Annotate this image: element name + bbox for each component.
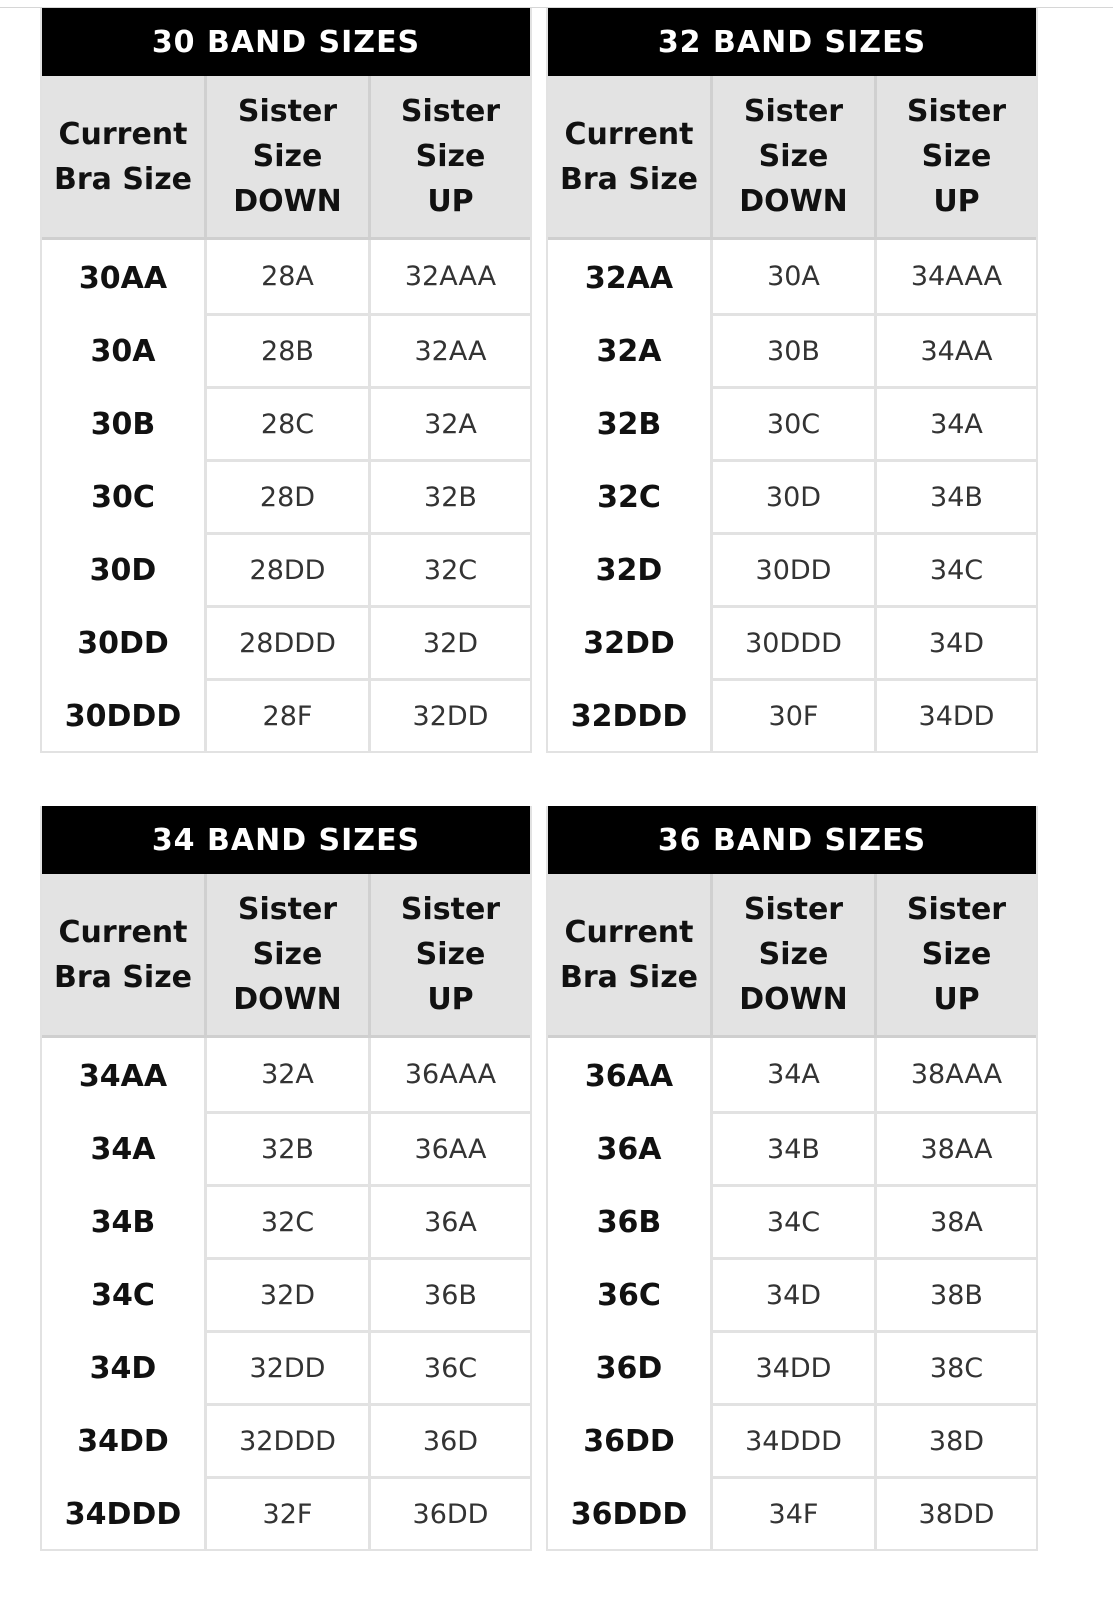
current-size-cell: 34DD <box>77 1424 169 1459</box>
table-row <box>42 678 530 751</box>
band-size-chart <box>40 806 532 1551</box>
sister-down-cell: 30D <box>710 459 874 532</box>
current-size-cell: 30D <box>89 553 157 588</box>
sister-down-cell: 32A <box>204 1038 368 1111</box>
current-size-cell: 32DDD <box>570 699 688 734</box>
current-size-cell: 30DD <box>77 626 169 661</box>
sister-down-cell: 28A <box>204 240 368 313</box>
table-row <box>548 459 1036 532</box>
sister-up-cell: 38D <box>874 1403 1036 1476</box>
sister-down-cell: 34A <box>710 1038 874 1111</box>
table-row <box>42 605 530 678</box>
sister-down-cell: 32F <box>204 1476 368 1549</box>
header-sister-size-down: Sister Size DOWN <box>204 76 368 237</box>
band-size-chart <box>40 8 532 753</box>
chart-title: 30 BAND SIZES <box>42 8 530 76</box>
sister-down-cell: 28B <box>204 313 368 386</box>
current-size-cell: 36AA <box>584 1059 674 1094</box>
sister-down-cell: 32DD <box>204 1330 368 1403</box>
table-row <box>42 1476 530 1549</box>
current-size-cell: 32AA <box>584 261 674 296</box>
current-size-cell: 34C <box>91 1278 155 1313</box>
sister-up-cell: 38B <box>874 1257 1036 1330</box>
current-size-cell: 32DD <box>583 626 675 661</box>
sister-up-cell: 34A <box>874 386 1036 459</box>
header-sister-size-down: Sister Size DOWN <box>204 874 368 1035</box>
sister-up-cell: 32A <box>368 386 530 459</box>
current-size-cell: 36D <box>595 1351 663 1386</box>
sister-down-cell: 30C <box>710 386 874 459</box>
sister-down-cell: 30DDD <box>710 605 874 678</box>
table-row <box>548 1111 1036 1184</box>
sister-down-cell: 32D <box>204 1257 368 1330</box>
header-current-size: Current Bra Size <box>559 116 699 197</box>
sister-up-cell: 32AAA <box>368 240 530 313</box>
current-size-cell: 32A <box>596 334 662 369</box>
sister-down-cell: 28DD <box>204 532 368 605</box>
current-size-cell: 36DDD <box>570 1497 688 1532</box>
sister-up-cell: 38AAA <box>874 1038 1036 1111</box>
sister-up-cell: 36DD <box>368 1476 530 1549</box>
header-current-size: Current Bra Size <box>53 116 193 197</box>
sister-up-cell: 36AA <box>368 1111 530 1184</box>
current-size-cell: 30B <box>90 407 156 442</box>
current-size-cell: 34DDD <box>64 1497 182 1532</box>
sister-up-cell: 34DD <box>874 678 1036 751</box>
sister-up-cell: 32DD <box>368 678 530 751</box>
sister-down-cell: 30A <box>710 240 874 313</box>
current-size-cell: 32D <box>595 553 663 588</box>
sister-down-cell: 32B <box>204 1111 368 1184</box>
sister-up-cell: 32AA <box>368 313 530 386</box>
current-size-cell: 34AA <box>78 1059 168 1094</box>
current-size-cell: 34A <box>90 1132 156 1167</box>
current-size-cell: 34B <box>90 1205 156 1240</box>
sister-up-cell: 34D <box>874 605 1036 678</box>
current-size-cell: 36B <box>596 1205 662 1240</box>
current-size-cell: 32B <box>596 407 662 442</box>
sister-down-cell: 34DD <box>710 1330 874 1403</box>
current-size-cell: 30A <box>90 334 156 369</box>
sister-up-cell: 34C <box>874 532 1036 605</box>
sister-down-cell: 34F <box>710 1476 874 1549</box>
current-size-cell: 30C <box>91 480 155 515</box>
sister-up-cell: 34B <box>874 459 1036 532</box>
sister-down-cell: 30B <box>710 313 874 386</box>
table-row <box>42 313 530 386</box>
table-row <box>548 240 1036 313</box>
table-row <box>548 1257 1036 1330</box>
sister-down-cell: 32C <box>204 1184 368 1257</box>
table-row <box>42 1038 530 1111</box>
header-sister-size-up: Sister Size UP <box>874 76 1036 237</box>
band-size-chart <box>546 806 1038 1551</box>
current-size-cell: 32C <box>597 480 661 515</box>
table-row <box>42 459 530 532</box>
header-sister-size-up: Sister Size UP <box>368 874 530 1035</box>
chart-title: 32 BAND SIZES <box>548 8 1036 76</box>
sister-down-cell: 28F <box>204 678 368 751</box>
sister-up-cell: 36C <box>368 1330 530 1403</box>
column-headers <box>548 76 1036 240</box>
sister-down-cell: 34B <box>710 1111 874 1184</box>
table-row <box>42 240 530 313</box>
sister-up-cell: 36B <box>368 1257 530 1330</box>
table-row <box>42 532 530 605</box>
table-row <box>548 605 1036 678</box>
table-row <box>548 1184 1036 1257</box>
sister-up-cell: 38A <box>874 1184 1036 1257</box>
sister-down-cell: 32DDD <box>204 1403 368 1476</box>
column-headers <box>42 76 530 240</box>
table-row <box>548 386 1036 459</box>
table-row <box>42 1257 530 1330</box>
table-row <box>42 1111 530 1184</box>
current-size-cell: 30AA <box>78 261 168 296</box>
current-size-cell: 36C <box>597 1278 661 1313</box>
sister-down-cell: 34D <box>710 1257 874 1330</box>
sister-up-cell: 32D <box>368 605 530 678</box>
sister-up-cell: 38DD <box>874 1476 1036 1549</box>
sister-up-cell: 34AAA <box>874 240 1036 313</box>
sister-down-cell: 28C <box>204 386 368 459</box>
table-row <box>42 1330 530 1403</box>
sister-down-cell: 30DD <box>710 532 874 605</box>
sister-down-cell: 34DDD <box>710 1403 874 1476</box>
table-row <box>548 1330 1036 1403</box>
sister-up-cell: 32C <box>368 532 530 605</box>
table-row <box>548 1038 1036 1111</box>
table-row <box>42 1403 530 1476</box>
current-size-cell: 30DDD <box>64 699 182 734</box>
current-size-cell: 34D <box>89 1351 157 1386</box>
header-sister-size-down: Sister Size DOWN <box>710 76 874 237</box>
chart-title: 34 BAND SIZES <box>42 806 530 874</box>
header-current-size: Current Bra Size <box>559 914 699 995</box>
sister-up-cell: 38AA <box>874 1111 1036 1184</box>
table-row <box>548 532 1036 605</box>
sister-up-cell: 38C <box>874 1330 1036 1403</box>
sister-up-cell: 36AAA <box>368 1038 530 1111</box>
sister-up-cell: 36A <box>368 1184 530 1257</box>
column-headers <box>42 874 530 1038</box>
column-headers <box>548 874 1036 1038</box>
current-size-cell: 36A <box>596 1132 662 1167</box>
table-row <box>548 1403 1036 1476</box>
table-row <box>42 386 530 459</box>
table-row <box>548 678 1036 751</box>
band-size-chart <box>546 8 1038 753</box>
sister-down-cell: 28DDD <box>204 605 368 678</box>
chart-title: 36 BAND SIZES <box>548 806 1036 874</box>
header-sister-size-up: Sister Size UP <box>368 76 530 237</box>
sister-up-cell: 32B <box>368 459 530 532</box>
table-row <box>42 1184 530 1257</box>
sister-up-cell: 36D <box>368 1403 530 1476</box>
table-row <box>548 313 1036 386</box>
current-size-cell: 36DD <box>583 1424 675 1459</box>
sister-down-cell: 34C <box>710 1184 874 1257</box>
table-row <box>548 1476 1036 1549</box>
sister-up-cell: 34AA <box>874 313 1036 386</box>
header-sister-size-down: Sister Size DOWN <box>710 874 874 1035</box>
sister-down-cell: 30F <box>710 678 874 751</box>
header-current-size: Current Bra Size <box>53 914 193 995</box>
header-sister-size-up: Sister Size UP <box>874 874 1036 1035</box>
sister-down-cell: 28D <box>204 459 368 532</box>
